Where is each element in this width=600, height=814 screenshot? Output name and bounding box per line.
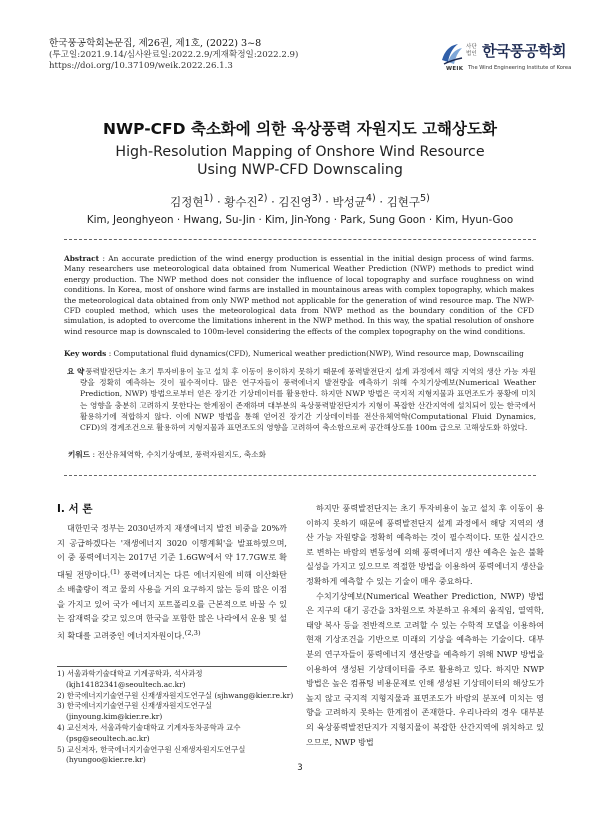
logo-abbreviation: WEIK <box>446 66 464 72</box>
journal-header <box>49 38 298 73</box>
keywords-korean <box>68 450 538 460</box>
footnote-line: (kjh14182341@seoultech.ac.kr) <box>66 679 186 689</box>
author-separator: · <box>271 194 275 209</box>
author-separator: · <box>216 194 221 209</box>
keywords-ko-label: 키워드 <box>68 450 91 459</box>
logo-english-name: The Wind Engineering Institute of Korea <box>468 65 572 71</box>
paragraph-text: 대한민국 정부는 2030년까지 재생에너지 발전 비중을 20%까지 공급하겠다는 '재생에너지 3020 이행계획'을 발표하였으며, 이 중 풍력에너지는 2017년 기준 1.6GW에서 약 17.7GW로 확대될 전망이다. <box>57 523 287 580</box>
footnote-line: 2) 한국에너지기술연구원 신재생자원지도연구실 (sjhwang@kier.re.kr) <box>57 690 294 700</box>
keywords-english <box>64 349 534 359</box>
author-affiliation-mark: 5) <box>420 193 430 204</box>
author-affiliation-mark: 2) <box>257 193 268 204</box>
author-separator: · <box>379 194 384 209</box>
keywords-text: : Computational fluid dynamics(CFD), Numerical weather prediction(NWP), Wind resource map, Downscailing <box>108 349 524 358</box>
abstract-text: : An accurate prediction of the wind energy production is essential in the initial design process of wind farms. Many researchers use meteorological data obtained from Numerical Weather Prediction (NWP) methods to predict wind energy production. The NWP method does not consider the influence of local topography and surface roughness on wind conditions. In Korea, most of onshore wind farms are installed in mountainous areas with complex topography, which makes the meteorological data obtained from only NWP method not applicable for the generation of wind resource map. The NWP-CFD coupled method, which uses the meteorological data from NWP method as the boundary condition of the CFD simulation, is adopted to overcome the limitations inherent in the NWP method. In this way, the spatial resolution of onshore wind resource map is downscaled to 100m-level considering the effects of the complex topography on the wind conditions. <box>64 254 534 336</box>
body-column-right <box>306 501 544 749</box>
abstract <box>64 254 534 337</box>
paper-title-korean: NWP-CFD 축소화에 의한 육상풍력 자원지도 고해상도화 <box>103 120 497 138</box>
title-en-line-1: High-Resolution Mapping of Onshore Wind Resource <box>115 144 485 160</box>
paragraph: 하지만 풍력발전단지는 초기 투자비용이 높고 설치 후 이동이 용이하지 못하기 때문에 풍력발전단지 설계 과정에서 해당 지역의 생산 가능 자원량을 정확히 예측하는 것이 필수적이다. 또한 실시간으로 변하는 바람의 변동성에 의해 풍력에너지 생산 예측은 높은 불확실성을 가지고 있으므로 적절한 방법을 이용하여 풍력에너지 생산을 정확하게 예측할 수 있는 기술이 매우 중요하다. <box>306 503 544 586</box>
doi-link[interactable]: https://doi.org/10.37109/weik.2022.26.1.3 <box>49 61 233 71</box>
footnote-line: 1) 서울과학기술대학교 기계공학과, 석사과정 <box>57 669 203 678</box>
logo-name: 한국풍공학회 <box>482 42 566 60</box>
body-column-left <box>57 521 287 643</box>
submission-dates: (투고일:2021.9.14/심사완료일:2022.2.9/게재확정일:2022.2.9) <box>49 49 299 60</box>
korean-summary <box>67 366 536 433</box>
footnotes <box>57 669 293 766</box>
divider-bottom <box>64 475 536 476</box>
section-heading-introduction: I. 서 론 <box>57 503 93 515</box>
author-affiliation-mark: 3) <box>311 193 322 204</box>
paragraph: 수치기상예보(Numerical Weather Prediction, NWP) 방법은 지구의 대기 공간을 3차원으로 차분하고 유체의 움직임, 열역학, 태양 복사 등을 전반적으로 고려할 수 있는 수학적 모델을 이용하여 현재 기상조건을 기반으로 미래의 기상을 예측하는 기술이다. 대부분의 연구자들이 풍력에너지 생산량을 예측하기 위해 NWP 방법을 이용하여 생성된 기상데이터를 주로 활용하고 있다. 하지만 NWP 방법은 높은 컴퓨팅 비용문제로 인해 생성된 기상데이터의 해상도가 높지 않고 국지적 지형지물과 표면조도가 바람의 분포에 미치는 영향을 고려하지 못하는 한계점이 존재한다. 우리나라의 경우 대부분의 육상풍력발전단지가 지형지물이 복잡한 산간지역에 위치하고 있으므로, NWP 방법 <box>306 590 544 747</box>
author-name: 김정현 <box>170 194 204 209</box>
footnote-line: 5) 교신저자, 한국에너지기술연구원 신재생자원지도연구실 <box>57 744 246 754</box>
society-emblem-icon <box>438 40 466 68</box>
authors-korean <box>0 193 600 210</box>
title-en-line-2: Using NWP-CFD Downscaling <box>197 162 403 178</box>
author-name: 황수진 <box>224 194 258 209</box>
logo-small-text: 사단 법인 <box>466 44 477 57</box>
author-name: 김진영 <box>278 194 312 209</box>
author-affiliation-mark: 1) <box>203 193 214 204</box>
abstract-label: Abstract <box>64 254 100 263</box>
society-logo <box>438 40 572 76</box>
citation-mark: (1) <box>110 567 120 576</box>
summary-label: 요 약 <box>67 367 85 376</box>
footnote-divider <box>57 666 287 667</box>
footnote-line: 4) 교신저자, 서울과학기술대학교 기계자동차공학과 교수 <box>57 722 241 732</box>
author-affiliation-mark: 4) <box>365 193 376 204</box>
page-number: 3 <box>297 763 303 773</box>
summary-text: : 풍력발전단지는 초기 투자비용이 높고 설치 후 이동이 용이하지 못하기 때문에 풍력발전단지 설계 과정에서 해당 지역의 생산 가능 자원량을 정확히 예측하는 것이 필수적이다. 많은 연구자들이 풍력에너지 발전량을 예측하기 위해 수치기상예보(Numerical Weather Prediction, NWP) 방법으로부터 얻은 장기간 기상데이터를 활용한다. 하지만 NWP 방법은 국지적 지형지물과 표면조도가 풍황에 미치는 영향을 충분히 고려하지 못한다는 한계점이 존재하며 대부분의 육상풍력발전단지가 지형이 복잡한 산간지역에 설치되어 있는 한국에서 활용하기에 적합하지 않다. 이에 NWP 방법을 통해 얻어진 장기간 기상데이터를 전산유체역학(Computational Fluid Dynamics, CFD)의 경계조건으로 활용하여 지형지물과 표면조도의 영향을 고려하여 축소함으로써 공간해상도를 100m 급으로 고해상도화 하였다. <box>80 367 536 433</box>
author-name: 김현구 <box>386 194 421 209</box>
divider-top <box>64 239 536 240</box>
footnote-line: (jinyoung.kim@kier.re.kr) <box>66 712 163 722</box>
author-separator: · <box>325 194 329 209</box>
footnote-line: (hyungoo@kier.re.kr) <box>66 755 146 765</box>
paragraph <box>57 521 287 643</box>
paragraph-text: 풍력에너지는 다른 에너지원에 비해 이산화탄소 배출량이 적고 물의 사용을 거의 요구하지 않는 등의 많은 이점을 가지고 있어 국가 에너지 포트폴리오를 근본적으로 바꿀 수 있는 잠재력을 갖고 있으며 한국을 포함한 많은 나라에서 운용 및 설치 확대를 고려중인 에너지자원이다. <box>57 569 287 641</box>
footnote-line: (psg@seoultech.ac.kr) <box>66 733 150 743</box>
authors-english: Kim, Jeonghyeon · Hwang, Su-Jin · Kim, Jin-Yong · Park, Sung Goon · Kim, Hyun-Goo <box>86 214 514 226</box>
keywords-label: Key words <box>64 349 107 358</box>
author-name: 박성균 <box>332 194 366 209</box>
paper-title-english <box>0 143 600 179</box>
keywords-ko-text: : 전산유체역학, 수치기상예보, 풍력자원지도, 축소화 <box>92 450 266 459</box>
footnote-line: 3) 한국에너지기술연구원 신재생자원지도연구실 <box>57 701 213 711</box>
journal-citation: 한국풍공학회논문집, 제26권, 제1호, (2022) 3~8 <box>49 38 262 49</box>
citation-mark: (2,3) <box>184 628 201 637</box>
